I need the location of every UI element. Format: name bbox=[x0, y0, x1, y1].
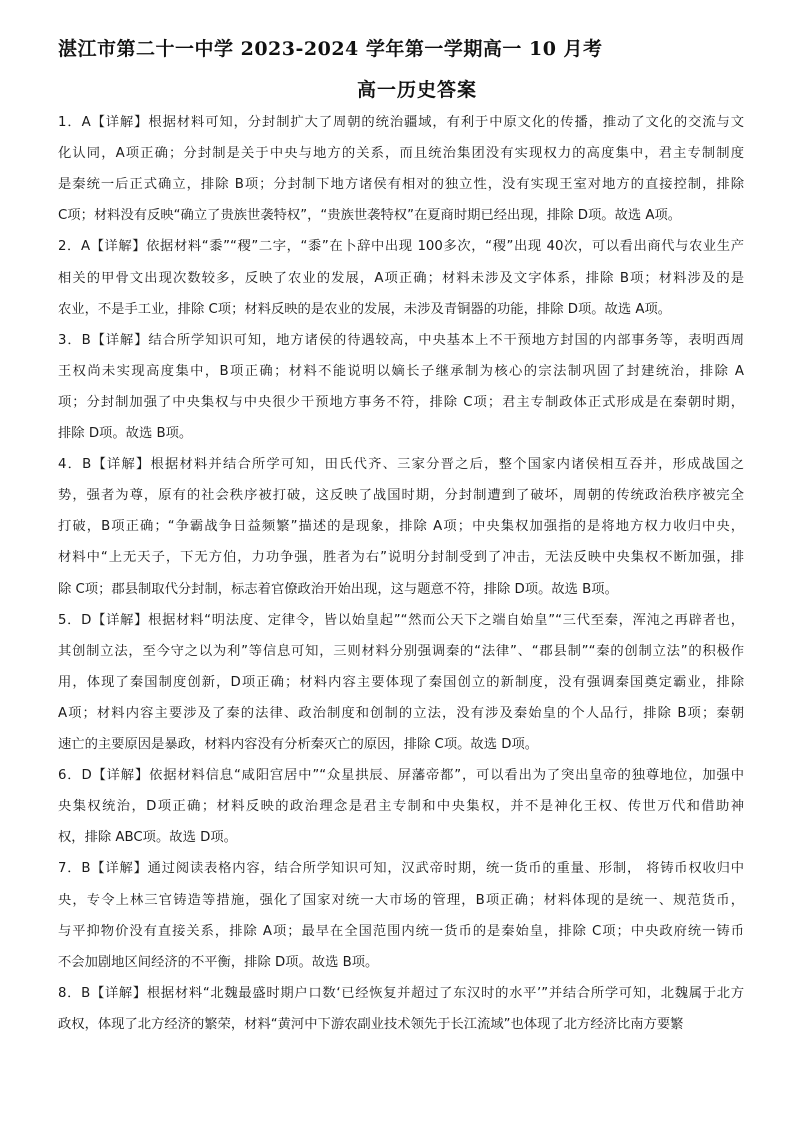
answer-text-line: 农业，不是手工业，排除 C项；材料反映的是农业的发展，未涉及青铜器的功能，排除 D项。故选 A项。 bbox=[58, 301, 672, 317]
page-subtitle: 高一历史答案 bbox=[356, 79, 477, 101]
page-title: 湛江市第二十一中学 2023-2024 学年第一学期高一 10 月考 bbox=[58, 38, 603, 60]
answer-text-line: 与平抑物价没有直接关系，排除 A项；最早在全国范围内统一货币的是秦始皇，排除 C项；中央政府统一铸币 bbox=[58, 923, 744, 939]
answer-text-line: 打破，B项正确；“争霸战争日益频繁”描述的是现象，排除 A项；中央集权加强指的是将地方权力收归中央， bbox=[58, 519, 744, 535]
answer-text-line: 8．B【详解】根据材料“北魏最盛时期户口数‘已经恢复并超过了东汉时的水平’”并结合所学可知，北魏属于北方 bbox=[58, 985, 744, 1001]
answer-text-line: 除 C项；郡县制取代分封制，标志着官僚政治开始出现，这与题意不符，排除 D项。故选 B项。 bbox=[58, 581, 618, 597]
answer-text-line: 项；分封制加强了中央集权与中央很少干预地方事务不符，排除 C项；君主专制政体正式形成是在秦朝时期， bbox=[58, 394, 744, 410]
answer-text-line: 7．B【详解】通过阅读表格内容，结合所学知识可知，汉武帝时期，统一货币的重量、形制， 将铸币权收归中 bbox=[58, 861, 744, 877]
answer-text-line: 用，体现了秦国制度创新，D项正确；材料内容主要体现了秦国创立的新制度，没有强调秦国奠定霸业，排除 bbox=[58, 674, 744, 690]
answer-text-line: 5．D【详解】根据材料“明法度、定律令，皆以始皇起”“然而公天下之端自始皇”“三代至秦，浑沌之再辟者也， bbox=[58, 612, 744, 628]
answer-text-line: 相关的甲骨文出现次数较多，反映了农业的发展，A项正确；材料未涉及文字体系，排除 B项；材料涉及的是 bbox=[58, 270, 744, 286]
answer-text-line: 3．B【详解】结合所学知识可知，地方诸侯的待遇较高，中央基本上不干预地方封国的内部事务等，表明西周 bbox=[58, 332, 744, 348]
answer-text-line: 王权尚未实现高度集中，B项正确；材料不能说明以嫡长子继承制为核心的宗法制巩固了封建统治，排除 A bbox=[58, 363, 744, 379]
answer-text-line: 权，排除 ABC项。故选 D项。 bbox=[58, 830, 237, 846]
answer-text-line: 势，强者为尊，原有的社会秩序被打破，这反映了战国时期，分封制遭到了破坏，周朝的传统政治秩序被完全 bbox=[58, 488, 744, 504]
answer-text-line: 政权，体现了北方经济的繁荣，材料“黄河中下游农副业技术领先于长江流域”也体现了北方经济比南方要繁 bbox=[58, 1016, 684, 1032]
answer-text-line: 6．D【详解】依据材料信息“咸阳宫居中”“众星拱辰、屏藩帝都”，可以看出为了突出皇帝的独尊地位，加强中 bbox=[58, 768, 744, 784]
answer-text-line: 材料中“上无天子，下无方伯，力功争强，胜者为右”说明分封制受到了冲击，无法反映中央集权不断加强，排 bbox=[58, 550, 744, 566]
answer-text-line: 其创制立法，至今守之以为利”等信息可知，三则材料分别强调秦的“法律”、“郡县制”“秦的创制立法”的积极作 bbox=[58, 643, 744, 659]
answer-text-line: A项；材料内容主要涉及了秦的法律、政治制度和创制的立法，没有涉及秦始皇的个人品行，排除 B项；秦朝 bbox=[58, 705, 744, 721]
answer-text-line: 是秦统一后正式确立，排除 B项；分封制下地方诸侯有相对的独立性，没有实现王室对地方的直接控制，排除 bbox=[58, 177, 744, 193]
answer-text-line: 速亡的主要原因是暴政，材料内容没有分析秦灭亡的原因，排除 C项。故选 D项。 bbox=[58, 737, 539, 752]
answer-text-line: 化认同，A项正确；分封制是关于中央与地方的关系，而且统治集团没有实现权力的高度集中，君主专制制度 bbox=[58, 146, 744, 162]
answer-text-line: 4．B【详解】根据材料并结合所学可知，田氏代齐、三家分晋之后，整个国家内诸侯相互吞并，形成战国之 bbox=[58, 457, 744, 473]
answer-text-line: 央，专令上林三官铸造等措施，强化了国家对统一大市场的管理，B项正确；材料体现的是统一、规范货币， bbox=[58, 892, 744, 908]
answer-text-line: 2．A【详解】依据材料“黍”“稷”二字，“黍”在卜辞中出现 100多次，“稷”出现 40次，可以看出商代与农业生产 bbox=[58, 239, 744, 255]
answer-text-line: 1．A【详解】根据材料可知，分封制扩大了周朝的统治疆域，有利于中原文化的传播，推动了文化的交流与文 bbox=[58, 115, 744, 130]
answer-text-line: 不会加剧地区间经济的不平衡，排除 D项。故选 B项。 bbox=[58, 954, 379, 970]
answer-text-line: 央集权统治，D项正确；材料反映的政治理念是君主专制和中央集权，并不是神化王权、传世万代和借助神 bbox=[58, 799, 744, 815]
answer-text-line: C项；材料没有反映“确立了贵族世袭特权”，“贵族世袭特权”在夏商时期已经出现，排除 D项。故选 A项。 bbox=[58, 208, 682, 224]
answer-text-line: 排除 D项。故选 B项。 bbox=[58, 426, 193, 441]
